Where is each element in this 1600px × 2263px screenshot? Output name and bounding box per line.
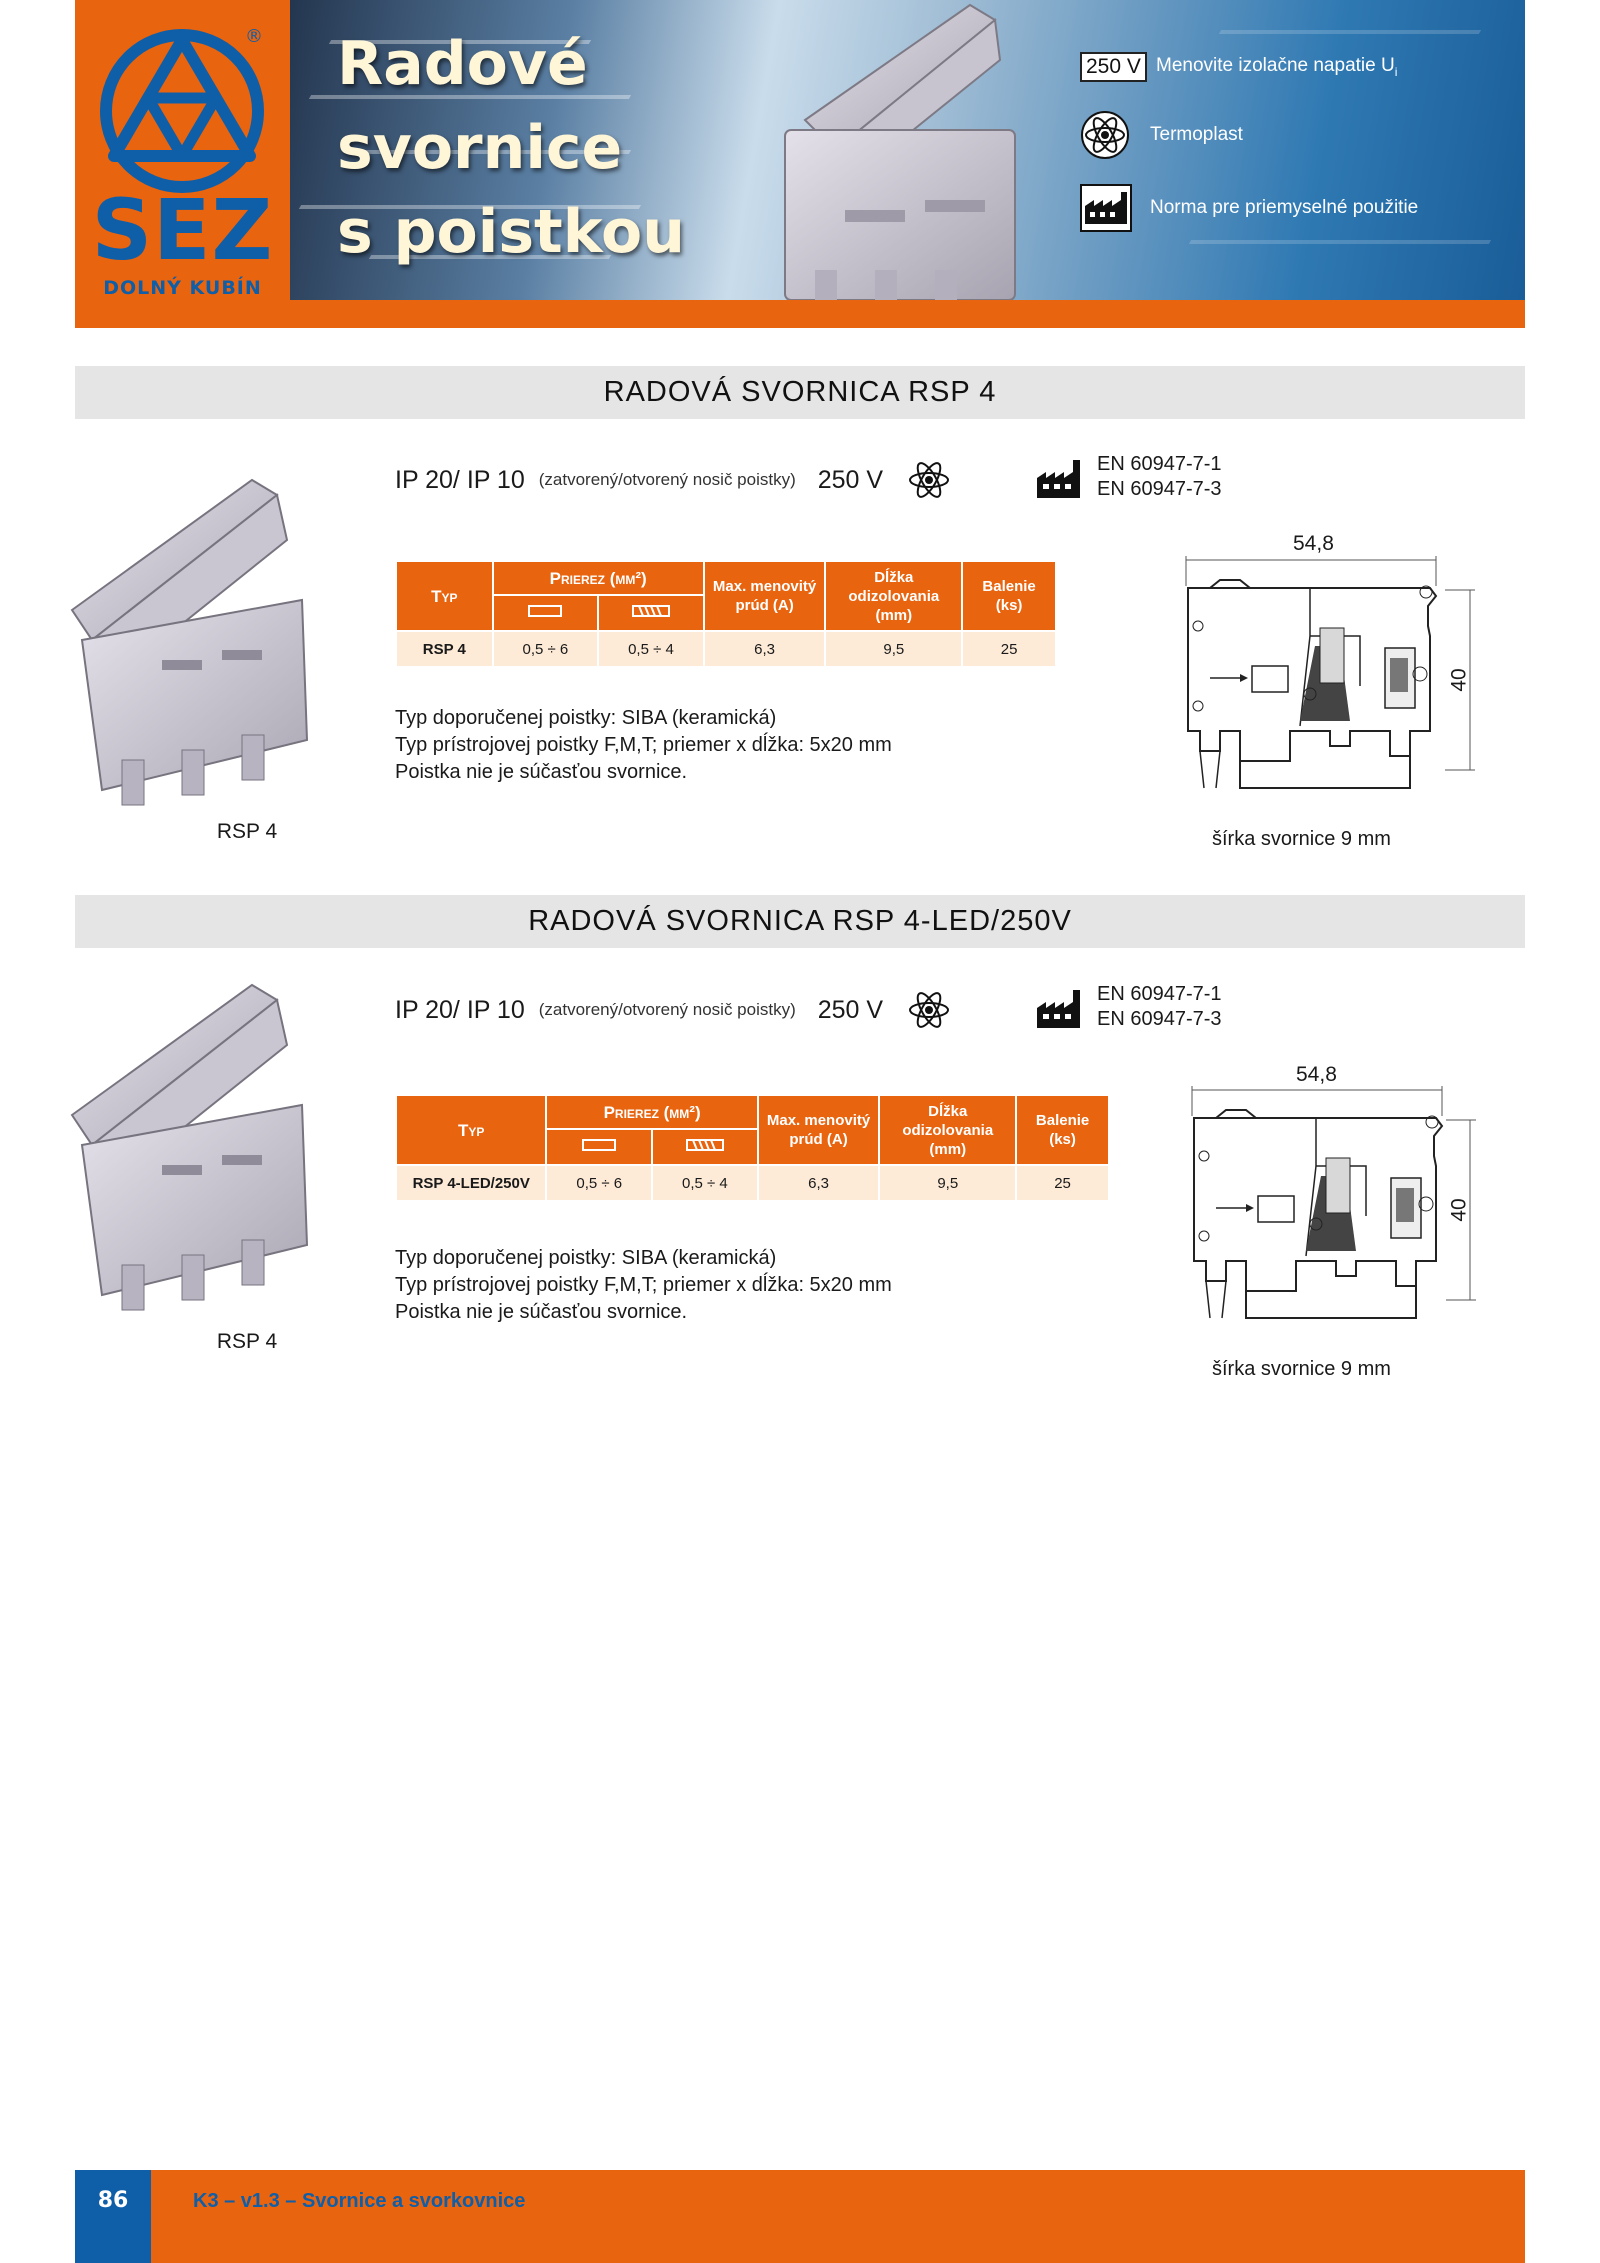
title-line-3: s poistkou [337, 197, 685, 267]
voltage-badge: 250 V [1080, 52, 1147, 82]
product-caption: RSP 4 [216, 820, 278, 843]
title-line-1: Radové [337, 29, 588, 99]
technical-drawing-rsp4 [1180, 556, 1490, 836]
standards [1097, 982, 1222, 1032]
dimension-width: 54,8 [1293, 532, 1334, 555]
cell-pack: 25 [962, 631, 1056, 667]
ip-note: (zatvorený/otvorený nosič poistky) [538, 470, 796, 489]
standard-2: EN 60947-7-3 [1097, 1008, 1222, 1030]
factory-icon [1036, 456, 1084, 500]
cell-solid: 0,5 ÷ 6 [546, 1165, 652, 1201]
title-line-2: svornice [337, 113, 623, 183]
width-caption: šírka svornice 9 mm [1212, 828, 1391, 850]
feature-material-label: Termoplast [1150, 124, 1243, 145]
protection-line [395, 458, 951, 502]
notes-rsp4 [395, 705, 892, 786]
header-max-current: Max. menovitý prúd (A) [758, 1095, 880, 1165]
notes-rsp4-led [395, 1245, 892, 1326]
note-1: Typ doporučenej poistky: SIBA (keramická) [395, 1247, 777, 1269]
table-row [396, 631, 1056, 667]
dimension-height: 40 [1447, 668, 1471, 692]
sez-logo-icon [97, 26, 267, 196]
factory-icon [1080, 184, 1132, 232]
note-3: Poistka nie je súčasťou svornice. [395, 1301, 688, 1323]
standard-2: EN 60947-7-3 [1097, 478, 1222, 500]
header-pack: Balenie (ks) [962, 561, 1056, 631]
header-strip-length: Dĺžka odizolovania (mm) [825, 561, 962, 631]
product-photo-rsp4 [52, 470, 352, 810]
logo-city: DOLNÝ KUBÍN [103, 277, 262, 299]
standard-1: EN 60947-7-1 [1097, 983, 1222, 1005]
page-number-box [75, 2170, 151, 2263]
rated-voltage: 250 V [817, 465, 884, 494]
page-number: 86 [97, 2188, 129, 2213]
header-typ: Typ [396, 561, 493, 631]
technical-drawing-rsp4-led [1186, 1086, 1496, 1366]
logo-name: SEZ [91, 181, 274, 279]
atom-icon [907, 988, 951, 1032]
feature-standard-label: Norma pre priemyselné použitie [1150, 197, 1419, 218]
page-header [75, 0, 1525, 328]
atom-icon [1080, 110, 1130, 160]
header-prierez: Prierez (mm²) [493, 561, 704, 595]
ip-note: (zatvorený/otvorený nosič poistky) [538, 1000, 796, 1019]
dimension-height: 40 [1447, 1198, 1471, 1222]
logo-panel [75, 0, 290, 328]
atom-icon [907, 458, 951, 502]
cell-typ: RSP 4 [396, 631, 493, 667]
feature-material [1080, 110, 1243, 160]
cell-strip: 9,5 [825, 631, 962, 667]
spec-table-rsp4 [395, 560, 1057, 668]
page-title [337, 22, 685, 274]
cell-stranded: 0,5 ÷ 4 [652, 1165, 758, 1201]
cell-stranded: 0,5 ÷ 4 [598, 631, 704, 667]
factory-icon [1036, 986, 1084, 1030]
cell-strip: 9,5 [879, 1165, 1016, 1201]
width-caption: šírka svornice 9 mm [1212, 1358, 1391, 1380]
ip-rating: IP 20/ IP 10 [395, 995, 525, 1024]
header-strip-length: Dĺžka odizolovania (mm) [879, 1095, 1016, 1165]
note-2: Typ prístrojovej poistky F,M,T; priemer x dĺžka: 5x20 mm [395, 734, 892, 756]
terminal-photo [775, 0, 1035, 300]
registered-mark: ® [245, 26, 263, 47]
standard-1: EN 60947-7-1 [1097, 453, 1222, 475]
dimension-width: 54,8 [1296, 1063, 1337, 1086]
header-prierez: Prierez (mm²) [546, 1095, 757, 1129]
table-row [396, 1165, 1109, 1201]
cell-current: 6,3 [704, 631, 826, 667]
header-max-current: Max. menovitý prúd (A) [704, 561, 826, 631]
cell-current: 6,3 [758, 1165, 880, 1201]
standards [1097, 452, 1222, 502]
solid-wire-icon [493, 595, 599, 631]
solid-wire-icon [546, 1129, 652, 1165]
stranded-wire-icon [598, 595, 704, 631]
section-heading-rsp4-led: RADOVÁ SVORNICA RSP 4-LED/250V [75, 895, 1525, 948]
product-photo-rsp4-led [52, 975, 352, 1315]
ip-rating: IP 20/ IP 10 [395, 465, 525, 494]
feature-voltage-sub: i [1394, 64, 1398, 79]
section-heading-rsp4: RADOVÁ SVORNICA RSP 4 [75, 366, 1525, 419]
feature-voltage-label: Menovite izolačne napatie U [1156, 55, 1395, 77]
feature-voltage [1080, 42, 1397, 92]
note-3: Poistka nie je súčasťou svornice. [395, 761, 688, 783]
footer-text: K3 – v1.3 – Svornice a svorkovnice [193, 2190, 526, 2212]
cell-solid: 0,5 ÷ 6 [493, 631, 599, 667]
cell-typ: RSP 4-LED/250V [396, 1165, 546, 1201]
stranded-wire-icon [652, 1129, 758, 1165]
spec-table-rsp4-led [395, 1094, 1110, 1202]
page-footer [75, 2170, 1525, 2263]
header-typ: Typ [396, 1095, 546, 1165]
note-2: Typ prístrojovej poistky F,M,T; priemer x dĺžka: 5x20 mm [395, 1274, 892, 1296]
rated-voltage: 250 V [817, 995, 884, 1024]
banner-stripe [290, 300, 1525, 328]
cell-pack: 25 [1016, 1165, 1109, 1201]
protection-line [395, 988, 951, 1032]
product-caption: RSP 4 [216, 1330, 278, 1353]
note-1: Typ doporučenej poistky: SIBA (keramická) [395, 707, 777, 729]
header-pack: Balenie (ks) [1016, 1095, 1109, 1165]
feature-standard [1080, 183, 1418, 233]
